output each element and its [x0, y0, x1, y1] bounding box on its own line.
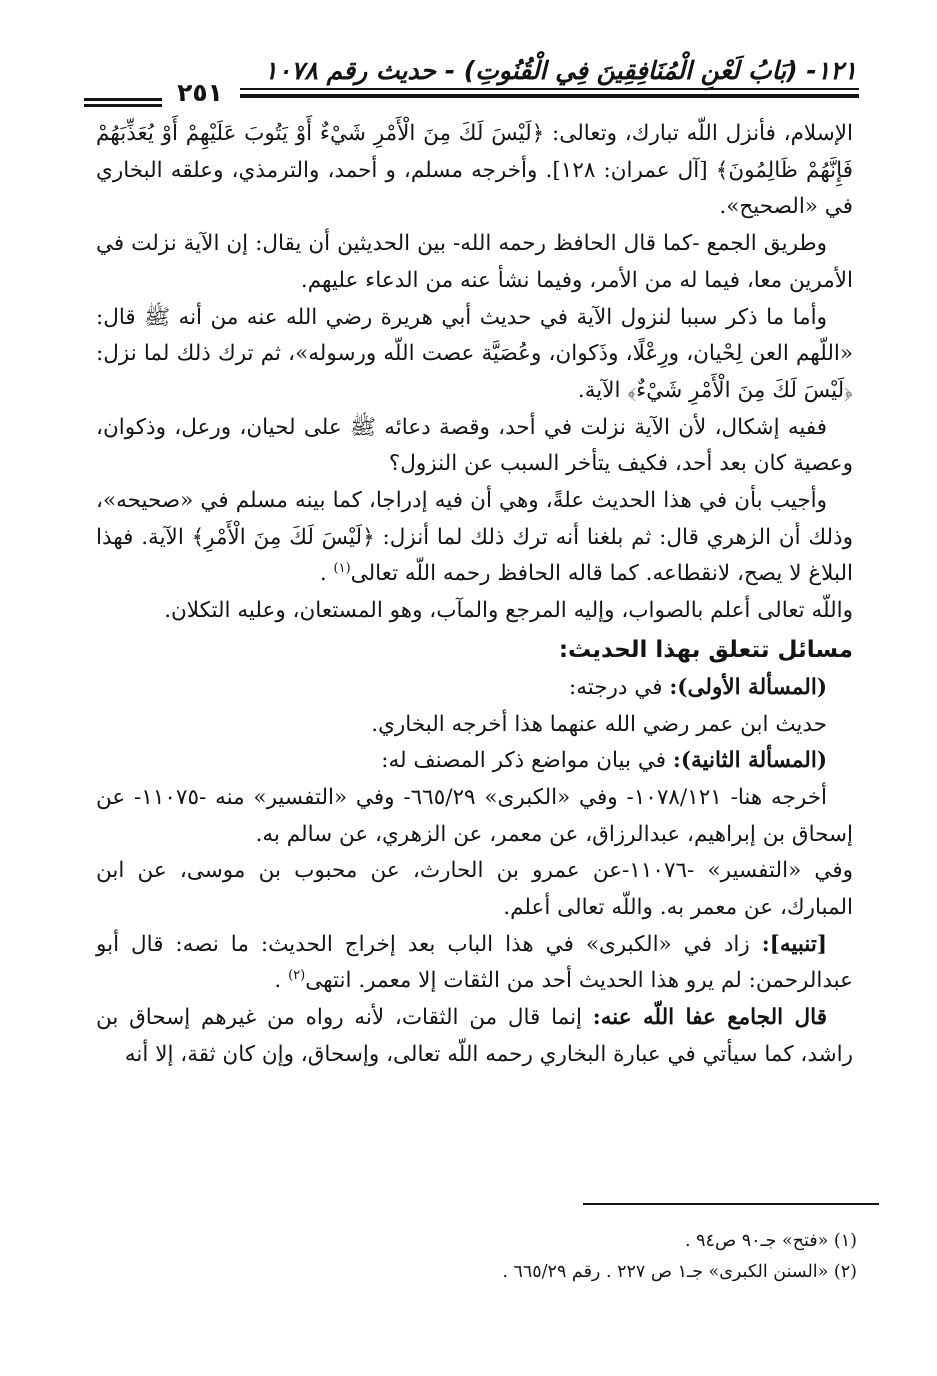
footnote: (٢) «السنن الكبرى» جـ١ ص ٢٢٧ . رقم ٦٦٥/٢٩ . [502, 1262, 857, 1282]
paragraph: حديث ابن عمر رضي الله عنهما هذا أخرجه البخاري. [371, 711, 827, 737]
paragraph: وفي «التفسير» -١١٠٧٦-عن عمرو بن الحارث، عن محبوب بن موسى، عن ابن المبارك، عن معمر به. واللّه تعالى أعلم. [96, 858, 853, 921]
page-number-rule [84, 104, 162, 107]
paragraph: وطريق الجمع -كما قال الحافظ رحمه الله- بين الحديثين أن يقال: إن الآية نزلت في الأمرين معا، فيما له من الأمر، وفيما نشأ عنه من الدعاء عليهم. [96, 231, 853, 293]
paragraph: وأجيب بأن في هذا الحديث علةً، وهي أن فيه إدراجا، كما بينه مسلم في «صحيحه»، وذلك أن الزهري قال: ثم بلغنا أنه ترك ذلك لما أنزل: ﴿لَيْسَ لَكَ مِنَ الْأَمْرِ﴾ الآية. فهذا البلاغ لا يصح، لانقطاعه. كما قاله الحافظ رحمه اللّه تعالى$^{(١)}$ . [96, 488, 853, 587]
issue-heading [96, 743, 853, 780]
note-text: زاد في «الكبرى» في هذا الباب بعد إخراج الحديث: ما نصه: قال أبو عبدالرحمن: لم يرو هذا الحديث أحد من الثقات إلا معمر. انتهى [96, 931, 853, 994]
main-text [96, 116, 853, 1074]
footnotes [300, 1226, 857, 1288]
issue-title: في بيان مواضع ذكر المصنف له: [381, 748, 673, 774]
footnote-marker: (١) [333, 561, 351, 577]
jami-label: قال الجامع عفا اللّه عنه: [592, 1005, 827, 1031]
note-paragraph: [تنبيه]: زاد في «الكبرى» في هذا الباب بعد إخراج الحديث: ما نصه: قال أبو عبدالرحمن: لم يرو هذا الحديث أحد من الثقات إلا معمر. انتهى$^{(٢)}$ . [96, 931, 853, 994]
issue-label: (المسألة الأولى): [669, 674, 827, 700]
section-heading: مسائل تتعلق بهذا الحديث: [558, 636, 853, 663]
running-title: ١٢١- (بَابُ لَعْنِ الْمُنَافِقِينَ فِي الْقُنُوتِ) - حديث رقم ١٠٧٨ [264, 56, 857, 85]
paragraph: ففيه إشكال، لأن الآية نزلت في أحد، وقصة دعائه ﷺ على لحيان، ورعل، وذكوان، وعصية كان بعد أحد، فكيف يتأخر السبب عن النزول؟ [96, 414, 853, 477]
issue-heading [96, 670, 853, 707]
issue-label: (المسألة الثانية): [672, 748, 827, 774]
paragraph: الإسلام، فأنزل اللّه تبارك، وتعالى: ﴿لَيْسَ لَكَ مِنَ الْأَمْرِ شَيْءٌ أَوْ يَتُوبَ عَلَيْهِمْ أَوْ يُعَذِّبَهُمْ فَإِنَّهُمْ ظَالِمُونَ﴾ [آل عمران: ١٢٨]. وأخرجه مسلم، و أحمد، والترمذي، وعلقه البخاري في «الصحيح». [96, 121, 853, 220]
paragraph: وأما ما ذكر سببا لنزول الآية في حديث أبي هريرة رضي الله عنه من أنه ﷺ قال: «اللّهم العن لِحْيان، ورِعْلًا، وذَكوان، وعُصَيَّة عصت اللّه ورسوله»، ثم ترك ذلك لما نزل: ﴿لَيْسَ لَكَ مِنَ الْأَمْرِ شَيْءٌ﴾ الآية. [96, 304, 853, 403]
header-rule [240, 88, 859, 90]
footnote-marker: (٢) [288, 968, 306, 984]
jami-text: إنما قال من الثقات، لأنه رواه من غيرهم إسحاق بن راشد، كما سيأتي في عبارة البخاري رحمه اللّه تعالى، وإسحاق، وإن كان ثقة، إلا أنه [96, 1005, 853, 1067]
paragraph: أخرجه هنا- ١٠٧٨/١٢١- وفي «الكبرى» ٦٦٥/٢٩- وفي «التفسير» منه -١١٠٧٥- عن إسحاق بن إبراهيم، عبدالرزاق، عن معمر، عن الزهري، عن سالم به. [96, 784, 853, 847]
paragraph-text: وأجيب بأن في هذا الحديث علةً، وهي أن فيه إدراجا، كما بينه مسلم في «صحيحه»، وذلك أن الزهري قال: ثم بلغنا أنه ترك ذلك لما أنزل: ﴿لَيْسَ لَكَ مِنَ الْأَمْرِ﴾ الآية. فهذا البلاغ لا يصح، لانقطاعه. كما قاله الحافظ رحمه اللّه تعالى [96, 488, 853, 587]
paragraph: واللّه تعالى أعلم بالصواب، وإليه المرجع والمآب، وهو المستعان، وعليه التكلان. [164, 598, 853, 624]
header-rule-thick [240, 94, 859, 98]
page-number-rule [84, 98, 162, 101]
jami-paragraph [96, 1000, 853, 1073]
footnote: (١) «فتح» جـ٩٠ ص٩٤ . [685, 1231, 857, 1251]
page-number: ٢٥١ [177, 78, 223, 107]
note-label: [تنبيه]: [761, 931, 827, 957]
footnote-rule [583, 1203, 879, 1205]
issue-title: في درجته: [569, 674, 670, 700]
